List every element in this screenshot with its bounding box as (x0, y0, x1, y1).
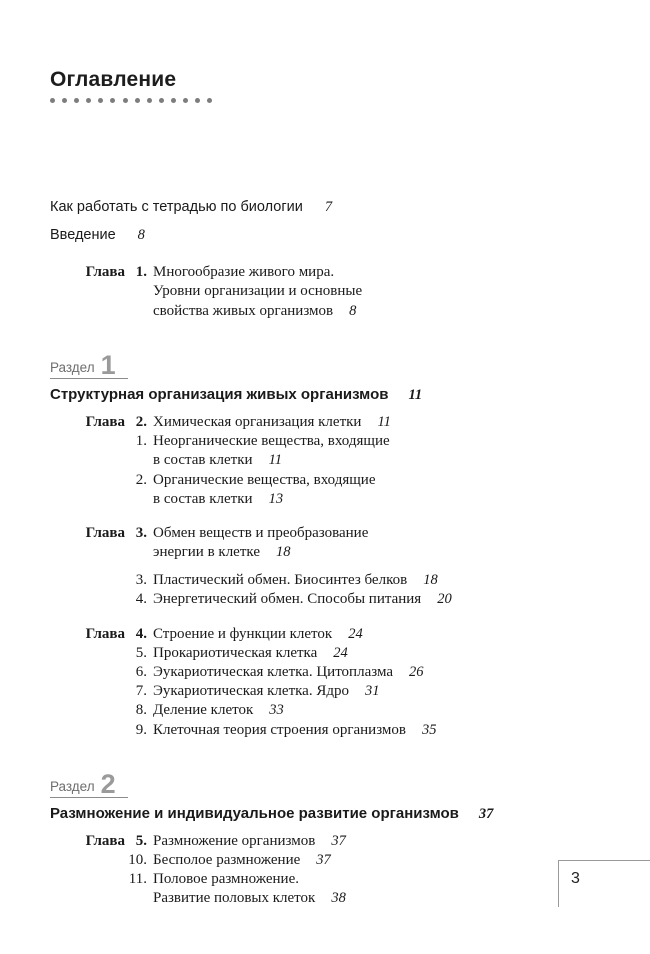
chapter-entry[interactable] (0, 832, 650, 851)
page-number: 8 (137, 227, 145, 244)
decorative-dot (110, 98, 115, 103)
vertical-spacer (0, 254, 650, 263)
entry-text (153, 625, 650, 644)
sub-entry-number: 7. (135, 683, 147, 700)
page-folio (558, 860, 650, 907)
decorative-dot (86, 98, 91, 103)
chapter-number: 3. (135, 524, 147, 541)
page-number: 18 (275, 544, 291, 561)
page-number: 26 (409, 664, 424, 680)
entry-text (153, 701, 650, 720)
entry-line: Неорганические вещества, входящие (153, 433, 390, 450)
decorative-dot (50, 98, 55, 103)
sub-entry[interactable] (0, 571, 650, 590)
decorative-dot (207, 98, 212, 103)
page-number: 37 (331, 832, 346, 849)
chapter-label: Глава (85, 625, 125, 642)
page-number: 11 (268, 452, 282, 469)
decorative-dot (159, 98, 164, 103)
part-title-label: Размножение и индивидуальное развитие организмов (50, 804, 459, 822)
part-title[interactable] (50, 805, 650, 823)
page-number: 37 (316, 852, 331, 869)
sub-entry-number: 10. (128, 852, 147, 869)
decorative-dot (195, 98, 200, 103)
part-section (50, 349, 650, 404)
sub-entry[interactable] (0, 682, 650, 701)
chapter-number: 5. (135, 832, 147, 849)
entry-line: Эукариотическая клетка. Цитоплазма 26 (153, 664, 424, 680)
entry-line: Развитие половых клеток 38 (153, 890, 346, 907)
folio-number: 3 (571, 870, 580, 887)
page-number: 20 (437, 591, 452, 608)
sub-entry-number: 11. (128, 871, 147, 888)
front-matter-label: Как работать с тетрадью по биологии (50, 199, 303, 215)
vertical-spacer (0, 321, 650, 354)
entry-text (153, 832, 650, 851)
part-title[interactable] (50, 386, 650, 404)
entry-text (153, 644, 650, 663)
entry-text (153, 432, 650, 470)
sub-entry[interactable] (0, 870, 650, 908)
sub-entry-number: 2. (135, 471, 147, 488)
sub-entry-number: 6. (135, 664, 147, 680)
sub-entry[interactable] (0, 432, 650, 470)
entry-line: Энергетический обмен. Способы питания 20 (153, 591, 452, 608)
entry-line: Многообразие живого мира. (153, 264, 335, 281)
chapter-label: Глава (85, 413, 125, 430)
entry-text (153, 413, 650, 432)
vertical-spacer (0, 404, 650, 413)
entry-text (153, 471, 650, 509)
part-title-label: Структурная организация живых организмов (50, 385, 389, 403)
chapter-entry[interactable] (0, 263, 650, 321)
chapter-number: 4. (135, 625, 147, 642)
front-matter-label: Введение (50, 227, 116, 244)
vertical-spacer (0, 509, 650, 524)
decorative-dot (98, 98, 103, 103)
chapter-entry[interactable] (0, 413, 650, 432)
entry-text (153, 663, 650, 682)
decorative-dot (135, 98, 140, 103)
sub-entry[interactable] (0, 721, 650, 740)
entry-text (153, 590, 650, 609)
toc-entries (0, 198, 650, 909)
entry-line: Размножение организмов 37 (153, 832, 346, 849)
sub-entry[interactable] (0, 644, 650, 663)
page-number: 33 (269, 702, 284, 719)
part-tag (50, 349, 128, 380)
decorative-dot (123, 98, 128, 103)
entry-text (153, 524, 650, 562)
sub-entry[interactable] (0, 471, 650, 509)
part-tag (50, 768, 128, 799)
page-number: 24 (333, 644, 348, 661)
page-number: 38 (331, 890, 346, 907)
sub-entry-number: 4. (135, 591, 147, 608)
page-number: 13 (268, 490, 284, 507)
page-number: 35 (421, 721, 437, 738)
chapter-label: Глава (85, 264, 125, 281)
page-number: 8 (349, 302, 357, 319)
decorative-dot (183, 98, 188, 103)
entry-text (153, 263, 650, 321)
sub-entry-number: 1. (135, 433, 147, 450)
part-tag-digit: 2 (100, 768, 116, 799)
entry-line: Половое размножение. (153, 871, 299, 888)
entry-line: Строение и функции клеток 24 (153, 625, 363, 642)
sub-entry-number: 9. (135, 721, 147, 738)
part-section (50, 768, 650, 823)
decorative-dot (147, 98, 152, 103)
decorative-dot (74, 98, 79, 103)
vertical-spacer (0, 740, 650, 773)
entry-line: Органические вещества, входящие (153, 471, 376, 488)
decorative-dot (62, 98, 67, 103)
page-title: Оглавление (50, 68, 177, 91)
chapter-entry[interactable] (0, 524, 650, 562)
vertical-spacer (0, 610, 650, 625)
entry-text (153, 682, 650, 701)
entry-line: свойства живых организмов 8 (153, 302, 357, 319)
front-matter-entry[interactable] (50, 198, 650, 216)
vertical-spacer (0, 562, 650, 571)
part-tag-word: Раздел (50, 360, 95, 376)
sub-entry[interactable] (0, 663, 650, 682)
entry-line: Прокариотическая клетка 24 (153, 644, 348, 661)
page-number: 18 (423, 572, 438, 589)
entry-line: Пластический обмен. Биосинтез белков 18 (153, 572, 438, 589)
entry-line: Бесполое размножение 37 (153, 852, 331, 869)
page-number: 24 (348, 625, 363, 642)
decorative-dot (171, 98, 176, 103)
sub-entry[interactable] (0, 590, 650, 609)
page-number: 11 (408, 386, 423, 403)
decorative-dot-rule (50, 98, 212, 103)
entry-line: Уровни организации и основные (153, 283, 363, 300)
chapter-label: Глава (85, 832, 125, 849)
chapter-number: 2. (135, 413, 147, 430)
entry-line: Химическая организация клетки 11 (153, 413, 391, 430)
part-tag-word: Раздел (50, 779, 95, 795)
sub-entry[interactable] (0, 701, 650, 720)
entry-text (153, 721, 650, 740)
part-tag-digit: 1 (100, 349, 116, 380)
entry-line: Клеточная теория строения организмов 35 (153, 721, 437, 738)
page-number: 11 (377, 413, 391, 430)
page-number: 31 (364, 683, 380, 700)
sub-entry-number: 3. (135, 572, 147, 589)
entry-line: в состав клетки 13 (153, 490, 284, 507)
page-number: 7 (324, 199, 333, 215)
chapter-entry[interactable] (0, 625, 650, 644)
sub-entry-number: 8. (135, 702, 147, 719)
chapter-label: Глава (85, 524, 125, 541)
entry-line: в состав клетки 11 (153, 452, 282, 469)
entry-line: Обмен веществ и преобразование (153, 524, 369, 541)
chapter-number: 1. (135, 264, 147, 281)
front-matter-entry[interactable] (50, 226, 650, 244)
entry-line: энергии в клетке 18 (153, 544, 291, 561)
entry-line: Эукариотическая клетка. Ядро 31 (153, 683, 380, 700)
vertical-spacer (0, 823, 650, 832)
entry-line: Деление клеток 33 (153, 702, 284, 719)
sub-entry[interactable] (0, 851, 650, 870)
sub-entry-number: 5. (135, 644, 147, 661)
page-number: 37 (478, 805, 494, 822)
entry-text (153, 571, 650, 590)
